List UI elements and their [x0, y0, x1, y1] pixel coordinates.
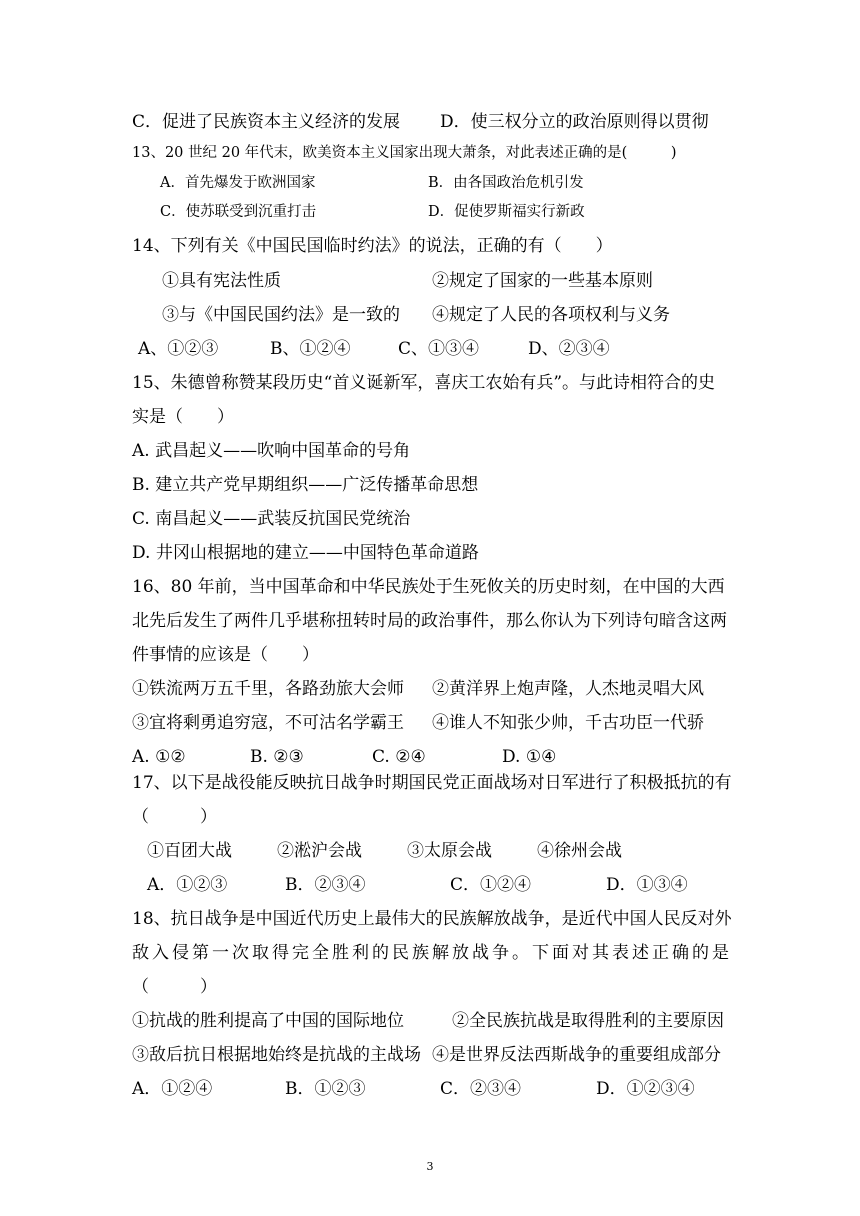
q15-option-c: C. 南昌起义——武装反抗国民党统治: [132, 509, 411, 529]
q16-stem-line2: 北先后发生了两件几乎堪称扭转时局的政治事件，那么你认为下列诗句暗含这两: [132, 611, 727, 631]
q18-statement-2: ②全民族抗战是取得胜利的主要原因: [452, 1011, 724, 1031]
q16-stem-line3: 件事情的应该是（ ）: [132, 645, 319, 665]
q18-stem-line3: （ ）: [132, 977, 217, 997]
q18-stem-line2: 敌入侵第一次取得完全胜利的民族解放战争。下面对其表述正确的是: [132, 943, 732, 963]
q13-stem: 13、20 世纪 20 年代末，欧美资本主义国家出现大萧条，对此表述正确的是( ): [132, 145, 677, 161]
q15-stem-line1: 15、朱德曾称赞某段历史“首义诞新军，喜庆工农始有兵”。与此诗相符合的史: [132, 373, 716, 393]
q13-option-c: C．使苏联受到沉重打击: [160, 204, 317, 220]
q16-statement-2: ②黄洋界上炮声隆，人杰地灵唱大风: [432, 679, 704, 699]
q17-statement-2: ②淞沪会战: [277, 841, 362, 861]
q12-option-c: C．促进了民族资本主义经济的发展: [132, 112, 401, 132]
q16-option-d: D. ①④: [502, 747, 557, 767]
q18-option-d: D．①②③④: [596, 1079, 695, 1099]
q14-statement-1: ①具有宪法性质: [162, 271, 281, 291]
q18-option-a: A．①②④: [132, 1079, 213, 1099]
q18-statement-1: ①抗战的胜利提高了中国的国际地位: [132, 1011, 404, 1031]
q16-statement-4: ④谁人不知张少帅，千古功臣一代骄: [432, 713, 704, 733]
q16-option-b: B. ②③: [250, 747, 304, 767]
q14-option-b: B、①②④: [270, 339, 351, 359]
q15-option-d: D. 井冈山根据地的建立——中国特色革命道路: [132, 543, 479, 563]
q13-option-b: B．由各国政治危机引发: [428, 175, 584, 191]
q17-option-b: B．②③④: [285, 875, 366, 895]
q14-option-a: A、①②③: [138, 339, 219, 359]
q17-statement-1: ①百团大战: [147, 841, 232, 861]
q14-statement-3: ③与《中国民国约法》是一致的: [162, 305, 400, 325]
q17-option-a: A．①②③: [147, 875, 228, 895]
q16-option-a: A. ①②: [132, 747, 186, 767]
q16-statement-3: ③宜将剩勇追穷寇，不可沽名学霸王: [132, 713, 404, 733]
q14-option-c: C、①③④: [398, 339, 480, 359]
q18-option-b: B．①②③: [285, 1079, 366, 1099]
q18-option-c: C．②③④: [440, 1079, 522, 1099]
q15-stem-line2: 实是（ ）: [132, 407, 234, 427]
page-number: 3: [426, 1160, 434, 1173]
q14-option-d: D、②③④: [528, 339, 610, 359]
q16-stem-line1: 16、80 年前，当中国革命和中华民族处于生死攸关的历史时刻，在中国的大西: [132, 577, 725, 597]
q17-stem-line1: 17、以下是战役能反映抗日战争时期国民党正面战场对日军进行了积极抵抗的有: [132, 773, 732, 793]
q13-option-a: A．首先爆发于欧洲国家: [160, 175, 316, 191]
q17-statement-3: ③太原会战: [407, 841, 492, 861]
q14-statement-4: ④规定了人民的各项权利与义务: [432, 305, 670, 325]
q16-statement-1: ①铁流两万五千里，各路劲旅大会师: [132, 679, 404, 699]
q15-option-a: A. 武昌起义——吹响中国革命的号角: [132, 441, 411, 461]
q14-stem: 14、下列有关《中国民国临时约法》的说法，正确的有（ ）: [132, 236, 613, 256]
q17-statement-4: ④徐州会战: [537, 841, 622, 861]
q15-option-b: B. 建立共产党早期组织——广泛传播革命思想: [132, 475, 479, 495]
q18-statement-4: ④是世界反法西斯战争的重要组成部分: [432, 1045, 721, 1065]
q12-option-d: D．使三权分立的政治原则得以贯彻: [440, 112, 709, 132]
q18-stem-line1: 18、抗日战争是中国近代历史上最伟大的民族解放战争，是近代中国人民反对外: [132, 909, 732, 929]
q13-option-d: D．促使罗斯福实行新政: [428, 204, 585, 220]
q17-stem-line2: （ ）: [132, 807, 217, 827]
q17-option-c: C．①②④: [450, 875, 532, 895]
q17-option-d: D．①③④: [606, 875, 688, 895]
q14-statement-2: ②规定了国家的一些基本原则: [432, 271, 653, 291]
q18-statement-3: ③敌后抗日根据地始终是抗战的主战场: [132, 1045, 421, 1065]
q16-option-c: C. ②④: [372, 747, 426, 767]
